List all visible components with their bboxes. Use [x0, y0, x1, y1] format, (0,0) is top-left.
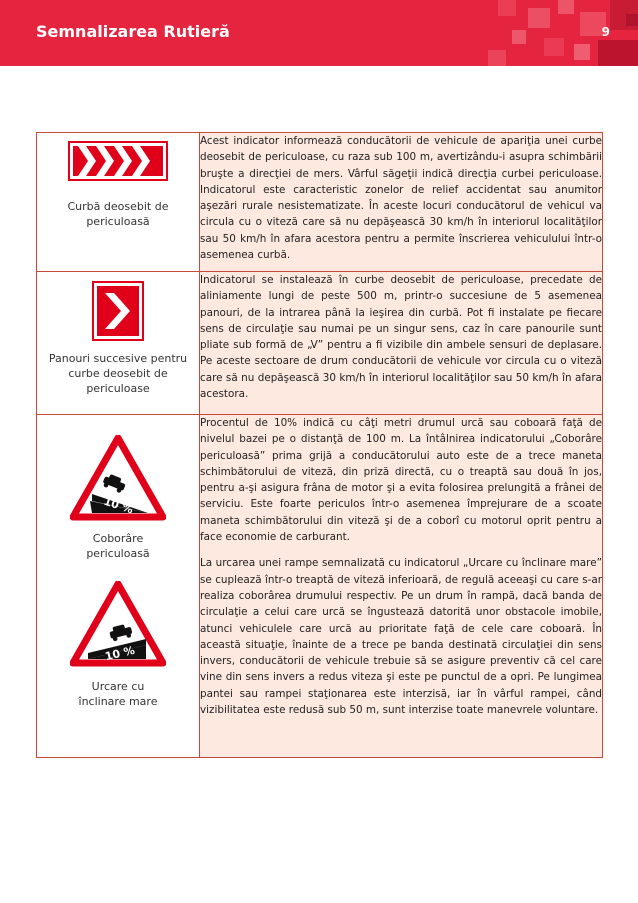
sign-label: Urcare cu înclinare mare	[78, 680, 158, 708]
description-text: Acest indicator informează conducătorii de vehicule de apariţia unei curbe deosebit de periculoase, cu raza sub 100 m, avertizându-i asupra schimbării bruşte a direcţiei de mers. Vârful săgeţii indică direcţia curbei periculoase. Indicatorul este caracteristic zonelor de relief accidentat sau anumitor aşezări rurale nesistematizate. În aceste locuri conducătorul de vehicul va circula cu o viteză care să nu depăşească 30 km/h în interiorul localităţilor sau 50 km/h în afara acestora pentru a permite înscrierea vehiculului într-o asemenea curbă.	[200, 135, 602, 262]
table-row	[37, 272, 603, 415]
sign-cell	[37, 415, 200, 758]
grade-text: 10 %	[103, 643, 137, 664]
signs-table	[36, 132, 603, 758]
sign-label: Curbă deosebit de periculoasă	[67, 200, 169, 228]
table-row	[37, 415, 603, 758]
steep-ascent-sign-icon	[70, 581, 166, 667]
sign-label: Panouri succesive pentru curbe deosebit de periculoase	[48, 352, 188, 395]
sign-label: Coborâre periculoasă	[86, 532, 150, 560]
description-text: Indicatorul se instalează în curbe deosebit de periculoase, precedate de aliniamente lungi de peste 500 m, printr-o succesiune de 5 asemenea panouri, de la intrarea până la ieşirea din curbă. Pot fi instalate pe fiecare sens de circulaţie sau numai pe un singur sens, caz în care panourile sunt pliate sub formă de „V” pentru a fi vizibile din ambele sensuri de deplasare. Pe aceste sectoare de drum conducătorii de vehicule vor circula cu o viteză care să nu depăşească 30 km/h în interiorul localităţilor sau 50 km/h în afara acestora.	[200, 274, 602, 401]
page-header	[0, 0, 638, 66]
header-pattern-icon	[488, 0, 638, 66]
page-number: 9	[601, 25, 610, 39]
single-chevron-panel-icon	[92, 281, 144, 341]
sign-cell	[37, 272, 200, 415]
description-text: Procentul de 10% indică cu câţi metri drumul urcă sau coboară faţă de nivelul bazei pe o distanţă de 100 m. La întâlnirea indicatorului „Coborâre periculoasă” prima grijă a conducătorului auto este de a trece maneta schimbătorului de viteză, din priză directă, cu o treaptă sau două în jos, pentru a-şi asigura frâna de motor şi a evita folosirea prelungită a frânei de serviciu. Este foarte periculos într-o asemenea împrejurare de a scoate maneta schimbătorului din viteză şi de a coborî cu motorul oprit pentru a face economie de carburant.	[200, 417, 602, 544]
grade-text: 10 %	[102, 494, 135, 517]
description-cell	[200, 415, 603, 758]
page-title: Semnalizarea Rutieră	[36, 22, 230, 41]
description-cell	[200, 272, 603, 415]
description-text: La urcarea unei rampe semnalizată cu indicatorul „Urcare cu înclinare mare” se cuplează într-o treaptă de viteză inferioară, de regulă aceeaşi cu care s-ar realiza coborârea drumului respectiv. Pe un drum în rampă, dacă banda de circulaţie a celui care urcă se îngustează datorită unor obstacole imobile, atunci vehiculele care urcă au prioritate faţă de cele care coboară. În această situaţie, înainte de a trece pe banda destinată circulaţiei din sens invers, conducătorii de vehicule trebuie să se asigure preventiv că cel care vine din sens invers a redus viteza şi este pe punctul de a opri. Pe lungimea pantei sau rampei staţionarea este interzisă, iar în vârful rampei, când vizibilitatea este redusă sub 50 m, sunt interzise toate manevrele voluntare.	[200, 557, 602, 717]
steep-descent-sign-icon	[70, 435, 166, 521]
table-row	[37, 133, 603, 272]
sign-cell	[37, 133, 200, 272]
chevron-board-icon	[68, 141, 168, 181]
description-cell	[200, 133, 603, 272]
